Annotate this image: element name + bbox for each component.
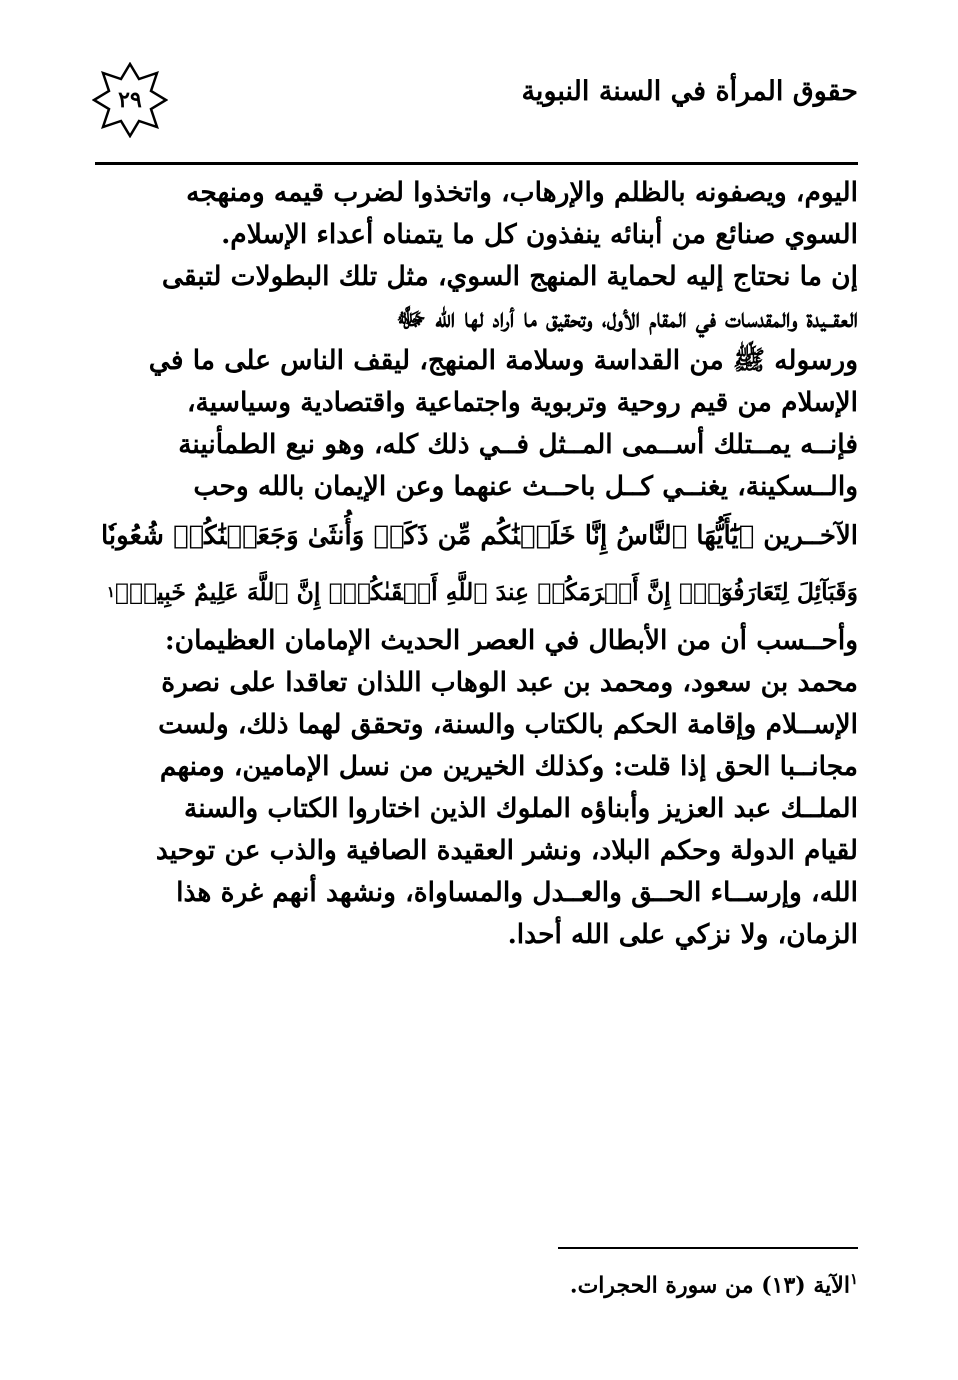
text-line: الزمان، ولا نزكي على الله أحدا. xyxy=(507,919,858,950)
header-divider xyxy=(95,162,858,165)
text-line: إن ما نحتاج إليه لحماية المنهج السوي، مثل تلك البطولات لتبقى xyxy=(161,261,858,292)
main-text xyxy=(95,172,858,956)
text-line: والــسكينة، يغنــي كــل باحــث عنهما وعن الإيمان بالله وحب xyxy=(193,471,858,502)
text-line: العقــيدة والمقدسات في المقام الأول، وتحقيق ما أراد لها الله ﷻ xyxy=(396,303,858,334)
text-line: اليوم، ويصفونه بالظلم والإرهاب، واتخذوا لضرب قيمه ومنهجه xyxy=(186,177,858,208)
text-line: محمد بن سعود، ومحمد بن عبد الوهاب اللذان تعاقدا على نصرة xyxy=(161,667,858,698)
text-line: لقيام الدولة وحكم البلاد، ونشر العقيدة الصافية والذب عن توحيد xyxy=(155,835,858,866)
text-line: الإســلام وإقامة الحكم بالكتاب والسنة، وتحقق لهما ذلك، ولست xyxy=(158,709,858,740)
quran-verse-line: الآخــرين ﴿يَٰٓأَيُّهَا ٱلنَّاسُ إِنَّا خَلَقۡنَٰكُم مِّن ذَكَرٖ وَأُنثَىٰ وَجَعَلۡنَٰكُمۡ شُعُوبٗا xyxy=(100,521,858,551)
page-number: ٢٩ xyxy=(118,87,142,113)
text-line: السوي صنائع من أبنائه ينفذون كل ما يتمناه أعداء الإسلام. xyxy=(221,219,858,250)
page-number-badge xyxy=(92,62,168,138)
running-header-title: حقوق المرأة في السنة النبوية xyxy=(521,76,858,107)
footnote xyxy=(570,1270,858,1298)
quran-verse-line xyxy=(95,564,858,620)
text-line: ورسوله ﷺ من القداسة وسلامة المنهج، ليقف الناس على ما في xyxy=(148,345,858,376)
footnote-text: الآية (١٣) من سورة الحجرات. xyxy=(569,1272,850,1299)
text-line: فإنــه يمــتلك أســمى المــثل فــي ذلك كله، وهو نبع الطمأنينة xyxy=(178,429,858,460)
footnote-reference: ١ xyxy=(106,583,115,601)
footnote-divider xyxy=(558,1247,858,1249)
text-line: وأحــسب أن من الأبطال في العصر الحديث الإمامان العظيمان: xyxy=(164,625,858,656)
text-line: الله، وإرســاء الحــق والعــدل والمساواة، ونشهد أنهم غرة هذا xyxy=(176,877,858,908)
quran-verse-text: وَقَبَآئِلَ لِتَعَارَفُوٓاْۚ إِنَّ أَكۡرَمَكُمۡ عِندَ ٱللَّهِ أَتۡقَىٰكُمۡۚ إِنَّ ٱللَّهَ عَلِيمٌ خَبِيرٞ﴾ xyxy=(114,578,858,606)
text-line: مجانــبا الحق إذا قلت: وكذلك الخيرين من نسل الإمامين، ومنهم xyxy=(159,751,858,782)
text-line: الإسلام من قيم روحية وتربوية واجتماعية واقتصادية وسياسية، xyxy=(186,387,858,418)
text-line: الملــك عبد العزيز وأبناؤه الملوك الذين اختاروا الكتاب والسنة xyxy=(184,793,858,824)
footnote-marker: ١ xyxy=(849,1270,858,1288)
